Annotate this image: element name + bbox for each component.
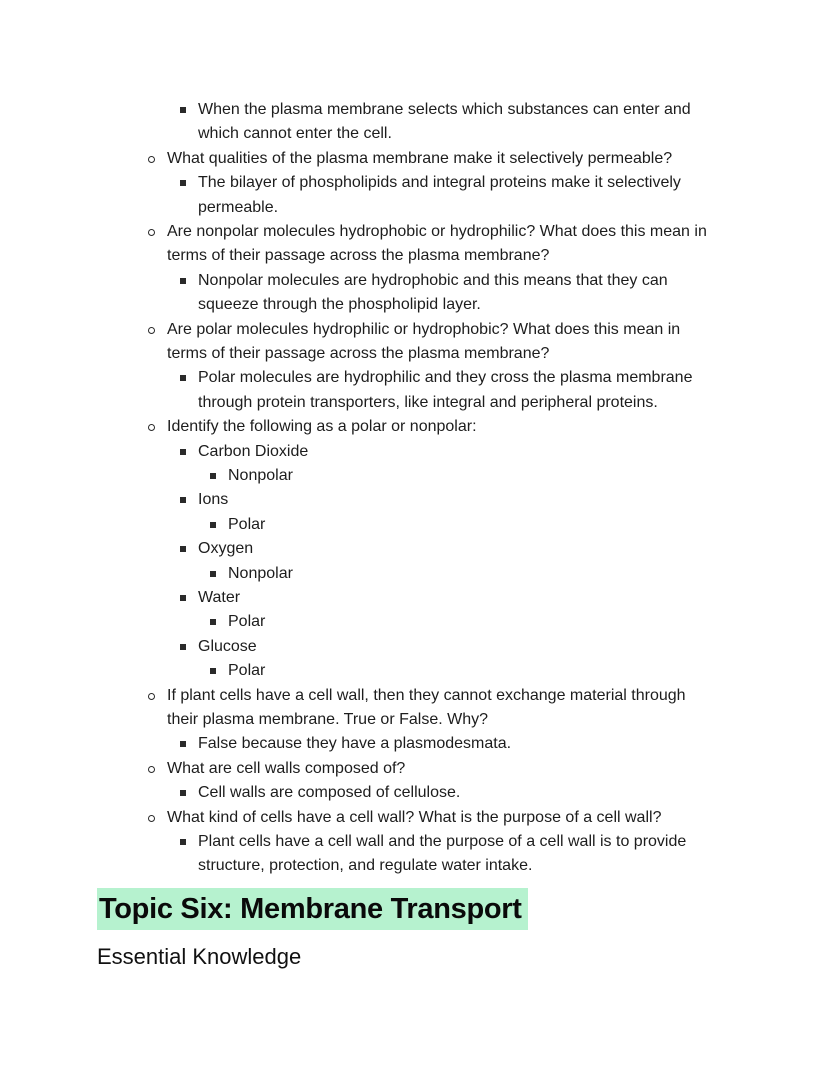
list-item-text: which cannot enter the cell.	[198, 125, 392, 143]
square-bullet-icon	[180, 839, 186, 845]
list-item-text: Polar	[228, 515, 266, 533]
square-bullet-icon	[180, 497, 186, 503]
list-item-text: Are polar molecules hydrophilic or hydrophobic? What does this mean in	[167, 320, 681, 338]
section-subheading: Essential Knowledge	[97, 944, 302, 969]
list-item-text: Polar	[228, 613, 266, 631]
square-bullet-icon	[180, 790, 186, 796]
square-bullet-icon	[180, 180, 186, 186]
list-item-text: What kind of cells have a cell wall? What is the purpose of a cell wall?	[167, 808, 662, 826]
square-bullet-icon	[210, 668, 216, 674]
hollow-circle-bullet-icon	[148, 766, 155, 773]
list-item-text: Nonpolar	[228, 467, 293, 484]
list-item-text: permeable.	[198, 198, 279, 216]
list-item-text: What qualities of the plasma membrane make it selectively permeable?	[167, 149, 673, 167]
list-item-text: their plasma membrane. True or False. Why?	[167, 711, 489, 728]
list-item-text: When the plasma membrane selects which substances can enter and	[198, 101, 691, 118]
hollow-circle-bullet-icon	[148, 327, 155, 334]
square-bullet-icon	[180, 741, 186, 747]
list-item-text: terms of their passage across the plasma membrane?	[167, 345, 550, 362]
square-bullet-icon	[180, 107, 186, 113]
list-item-text: Oxygen	[198, 540, 254, 558]
list-item-text: False because they have a plasmodesmata.	[198, 735, 512, 753]
list-item-text: Polar	[228, 662, 266, 680]
square-bullet-icon	[180, 546, 186, 552]
list-item-text: Cell walls are composed of cellulose.	[198, 784, 461, 802]
square-bullet-icon	[210, 473, 216, 479]
square-bullet-icon	[180, 375, 186, 381]
list-item-text: Identify the following as a polar or nonpolar:	[167, 418, 477, 436]
hollow-circle-bullet-icon	[148, 815, 155, 822]
list-item-text: Plant cells have a cell wall and the purpose of a cell wall is to provide	[198, 833, 687, 850]
list-item-text: Polar molecules are hydrophilic and they cross the plasma membrane	[198, 369, 693, 387]
square-bullet-icon	[210, 522, 216, 528]
square-bullet-icon	[210, 619, 216, 625]
hollow-circle-bullet-icon	[148, 693, 155, 700]
list-item-text: The bilayer of phospholipids and integral proteins make it selectively	[198, 174, 681, 192]
square-bullet-icon	[180, 449, 186, 455]
list-item-text: What are cell walls composed of?	[167, 759, 406, 777]
topic-heading: Topic Six: Membrane Transport	[97, 888, 528, 930]
list-item-text: Ions	[198, 491, 229, 509]
square-bullet-icon	[180, 278, 186, 284]
square-bullet-icon	[180, 595, 186, 601]
list-item-text: Nonpolar	[228, 564, 293, 582]
square-bullet-icon	[210, 571, 216, 577]
hollow-circle-bullet-icon	[148, 424, 155, 431]
list-item-text: through protein transporters, like integral and peripheral proteins.	[198, 393, 658, 411]
square-bullet-icon	[180, 644, 186, 650]
list-item-text: Glucose	[198, 637, 257, 655]
list-item-text: squeeze through the phospholipid layer.	[198, 296, 481, 314]
list-item-text: Carbon Dioxide	[198, 442, 309, 460]
list-item-text: If plant cells have a cell wall, then they cannot exchange material through	[167, 686, 686, 704]
hollow-circle-bullet-icon	[148, 156, 155, 163]
list-item-text: Are nonpolar molecules hydrophobic or hydrophilic? What does this mean in	[167, 223, 707, 240]
list-item-text: terms of their passage across the plasma membrane?	[167, 247, 550, 265]
list-item-text: structure, protection, and regulate water intake.	[198, 857, 533, 875]
list-item-text: Nonpolar molecules are hydrophobic and this means that they can	[198, 271, 668, 289]
hollow-circle-bullet-icon	[148, 229, 155, 236]
list-item-text: Water	[198, 589, 241, 606]
